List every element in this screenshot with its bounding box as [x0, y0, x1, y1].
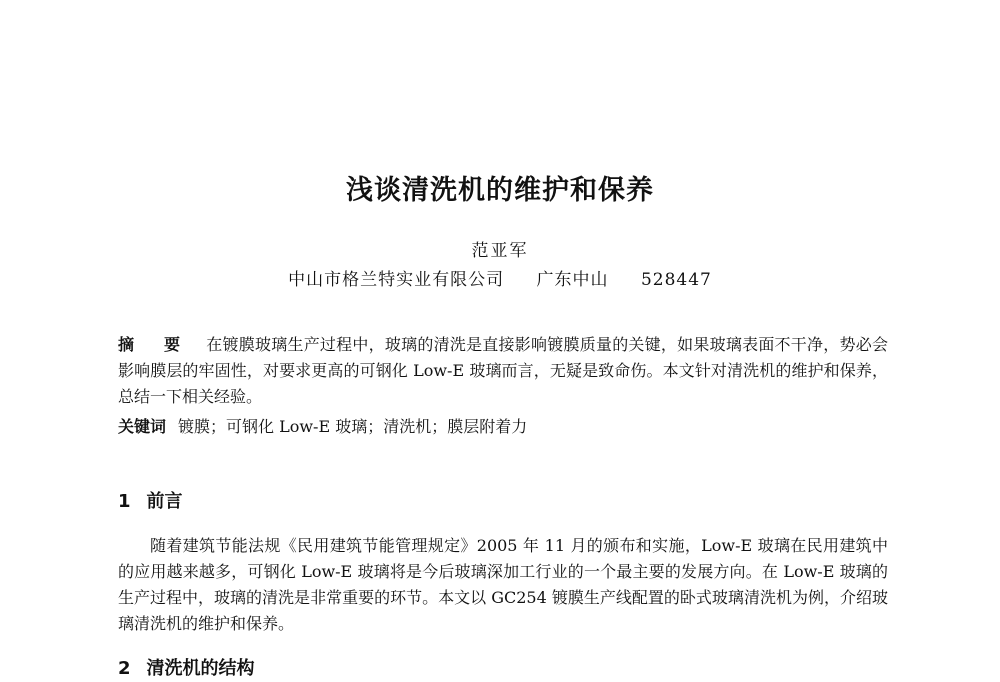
author-affiliation [0, 265, 1000, 290]
keywords-label: 关键词 [118, 417, 167, 436]
keywords-text: 镀膜；可钢化 Low-E 玻璃；清洗机；膜层附着力 [178, 417, 528, 436]
abstract-label: 摘 要 [118, 335, 193, 354]
section-title: 前言 [146, 491, 183, 512]
section-heading-1 [118, 487, 183, 513]
keywords [118, 414, 888, 440]
affiliation-place: 广东中山 [536, 270, 609, 290]
section-number: 2 [118, 658, 131, 679]
abstract-text: 在镀膜玻璃生产过程中，玻璃的清洗是直接影响镀膜质量的关键，如果玻璃表面不干净，势必会影响膜层的牢固性，对要求更高的可钢化 Low-E 玻璃而言，无疑是致命伤。本文针对清洗机的维护和保养，总结一下相关经验。 [118, 335, 888, 406]
section-number: 1 [118, 491, 131, 512]
paper-title: 浅谈清洗机的维护和保养 [346, 175, 654, 206]
abstract [118, 332, 888, 410]
affiliation-org: 中山市格兰特实业有限公司 [288, 270, 505, 290]
section-heading-2 [118, 654, 255, 680]
affiliation-postcode: 528447 [640, 270, 712, 290]
section-1-paragraph: 随着建筑节能法规《民用建筑节能管理规定》2005 年 11 月的颁布和实施，Low-E 玻璃在民用建筑中的应用越来越多，可钢化 Low-E 玻璃将是今后玻璃深加工行业的一个最主要的发展方向。在 Low-E 玻璃的生产过程中，玻璃的清洗是非常重要的环节。本文以 GC254 镀膜生产线配置的卧式玻璃清洗机为例，介绍玻璃清洗机的维护和保养。 [118, 536, 888, 633]
section-title: 清洗机的结构 [146, 658, 255, 679]
author-name: 范亚军 [471, 241, 529, 261]
